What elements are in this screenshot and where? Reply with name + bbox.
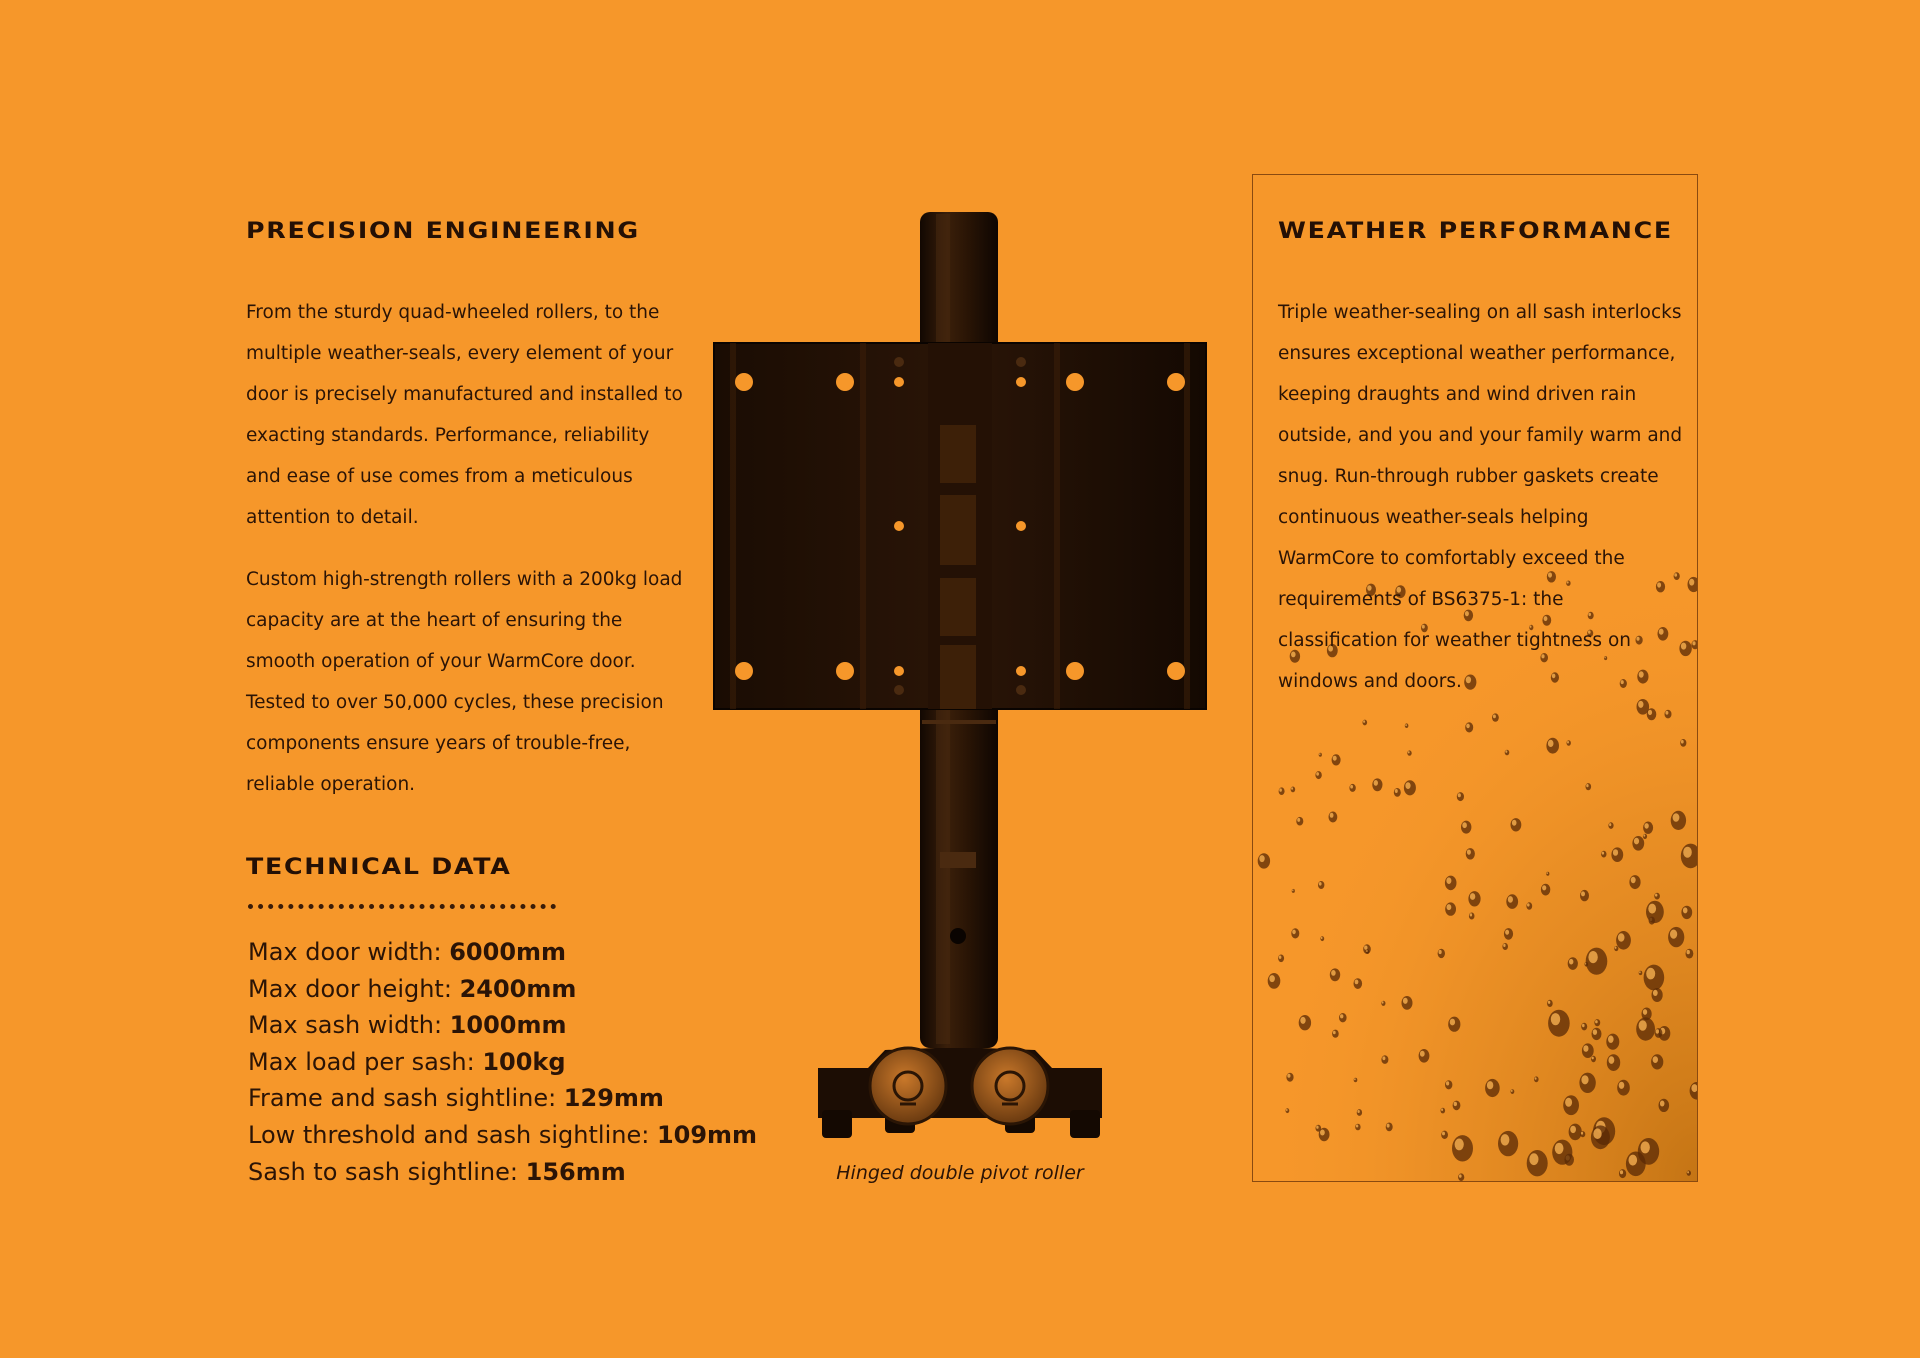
water-droplet-highlight: [1340, 1014, 1343, 1018]
water-droplet: [1580, 890, 1589, 901]
water-droplet-highlight: [1387, 1124, 1390, 1128]
water-droplet-highlight: [1673, 813, 1680, 822]
water-droplet-highlight: [1321, 937, 1323, 939]
figure-caption: Hinged double pivot roller: [836, 1162, 1084, 1184]
water-droplet-highlight: [1446, 1081, 1449, 1085]
water-droplet-highlight: [1634, 838, 1639, 845]
water-droplet-highlight: [1366, 950, 1368, 952]
water-droplet-highlight: [1542, 885, 1546, 890]
water-droplet-highlight: [1316, 1126, 1318, 1129]
tech-item-label: Max door width:: [248, 938, 450, 966]
dotted-divider: [248, 904, 556, 909]
water-droplet-highlight: [1527, 903, 1530, 906]
water-droplet-highlight: [1487, 1081, 1493, 1089]
water-droplet-highlight: [1454, 1102, 1457, 1106]
water-droplet-highlight: [1350, 785, 1353, 789]
tech-item: [248, 971, 757, 1008]
water-droplet-highlight: [1582, 1024, 1585, 1027]
water-droplet-highlight: [1505, 750, 1507, 753]
water-droplet-highlight: [1618, 933, 1625, 941]
water-droplet: [1601, 851, 1606, 858]
water-droplet-highlight: [1631, 877, 1636, 883]
water-droplet-highlight: [1529, 1153, 1538, 1165]
tech-item-value: 1000mm: [449, 1011, 567, 1040]
water-droplet-highlight: [1586, 784, 1588, 787]
weather-paragraph: Triple weather-sealing on all sash interlocks ensures exceptional weather performance, keeping draughts and wind driven rain outside, and you and your family warm and snug. Run-through rubber gaskets create continuous weather-seals helping WarmCore to comfortably exceed the requirements of BS6375-1: the classification for weather tightness on windows and doors.: [1278, 302, 1683, 692]
tech-item-value: 2400mm: [459, 974, 577, 1003]
water-droplet-highlight: [1292, 889, 1293, 891]
water-droplet-highlight: [1279, 788, 1282, 791]
tech-item-label: Low threshold and sash sightline:: [248, 1120, 657, 1149]
water-droplet-highlight: [1641, 1141, 1650, 1153]
water-droplet-highlight: [1355, 980, 1359, 985]
water-droplet-highlight: [1356, 1125, 1358, 1128]
tech-item: [248, 1117, 757, 1154]
water-droplet-highlight: [1583, 1045, 1588, 1052]
water-droplet: [1438, 949, 1445, 958]
water-droplet-highlight: [1581, 1132, 1583, 1135]
water-droplet-highlight: [1439, 950, 1442, 954]
tech-item-label: Frame and sash sightline:: [248, 1084, 564, 1113]
water-droplet-highlight: [1382, 1001, 1384, 1003]
water-droplet: [1441, 1131, 1448, 1139]
technical-data-heading: TECHNICAL DATA: [246, 855, 512, 880]
water-droplet-highlight: [1548, 740, 1554, 747]
water-droplet-highlight: [1683, 907, 1688, 913]
water-droplet-highlight: [1446, 877, 1451, 884]
water-droplet-highlight: [1646, 968, 1655, 980]
water-droplet-highlight: [1319, 882, 1322, 886]
water-droplet-highlight: [1503, 944, 1505, 947]
water-droplet: [1381, 1001, 1385, 1006]
water-droplet-highlight: [1683, 847, 1692, 858]
water-droplet-highlight: [1292, 930, 1296, 935]
water-droplet-highlight: [1333, 1031, 1336, 1035]
water-droplet-highlight: [1619, 1082, 1625, 1089]
water-droplet-highlight: [1354, 1078, 1356, 1080]
water-droplet-highlight: [1691, 1084, 1697, 1092]
water-droplet-highlight: [1403, 998, 1408, 1004]
water-droplet-highlight: [1644, 823, 1648, 829]
water-droplet-highlight: [1405, 782, 1410, 789]
water-droplet-highlight: [1458, 793, 1461, 797]
water-droplet-highlight: [1588, 951, 1597, 963]
water-droplet-highlight: [1613, 849, 1618, 856]
water-droplet-highlight: [1333, 756, 1337, 761]
water-droplet-highlight: [1592, 1057, 1594, 1060]
water-droplet-highlight: [1470, 893, 1475, 900]
water-droplet-highlight: [1609, 823, 1611, 826]
water-droplet-highlight: [1470, 913, 1472, 916]
tech-item: [248, 1080, 757, 1117]
water-droplet-highlight: [1286, 1109, 1288, 1111]
water-droplet-highlight: [1609, 1056, 1615, 1064]
weather-performance-heading: WEATHER PERFORMANCE: [1278, 219, 1673, 244]
water-droplet: [1354, 1078, 1358, 1082]
water-droplet-highlight: [1555, 1143, 1564, 1154]
water-droplet-highlight: [1653, 1056, 1658, 1063]
water-droplet-highlight: [1581, 891, 1585, 896]
water-droplet-highlight: [1363, 720, 1365, 723]
water-droplet-highlight: [1374, 780, 1378, 786]
water-droplet: [1687, 1170, 1691, 1175]
water-droplet-highlight: [1320, 1130, 1325, 1136]
water-droplet-highlight: [1608, 1036, 1614, 1043]
water-droplet-highlight: [1364, 946, 1367, 950]
water-droplet-highlight: [1512, 820, 1517, 826]
water-droplet-highlight: [1505, 930, 1509, 935]
water-droplet-highlight: [1567, 741, 1569, 744]
water-droplet-highlight: [1643, 1009, 1647, 1015]
water-droplet-highlight: [1467, 850, 1471, 855]
water-droplet-highlight: [1297, 818, 1300, 822]
water-droplet-highlight: [1648, 710, 1652, 715]
water-droplet-highlight: [1462, 822, 1467, 828]
water-droplet-highlight: [1508, 896, 1513, 903]
water-droplet-highlight: [1548, 1001, 1550, 1004]
tech-item-value: 156mm: [525, 1157, 626, 1186]
water-droplet-highlight: [1455, 1139, 1464, 1151]
water-droplet-highlight: [1670, 930, 1677, 939]
water-droplet: [1366, 950, 1369, 954]
water-droplet-highlight: [1639, 1020, 1647, 1031]
water-droplet: [1654, 893, 1660, 900]
water-droplet-highlight: [1511, 1090, 1513, 1092]
water-droplet-highlight: [1639, 971, 1641, 973]
water-droplet-highlight: [1602, 852, 1604, 855]
water-droplet-highlight: [1629, 1155, 1638, 1166]
water-droplet-highlight: [1565, 1098, 1572, 1107]
tech-item-value: 6000mm: [449, 938, 567, 966]
water-droplet-highlight: [1259, 855, 1264, 862]
water-droplet-highlight: [1593, 1128, 1601, 1139]
water-droplet-highlight: [1653, 990, 1658, 996]
water-droplet-highlight: [1655, 894, 1657, 897]
water-droplet: [1614, 946, 1618, 951]
water-droplet-highlight: [1615, 947, 1617, 949]
water-droplet: [1278, 955, 1284, 963]
tech-item: [248, 1154, 757, 1191]
water-droplet: [1639, 971, 1643, 975]
water-droplet: [1526, 902, 1532, 909]
water-droplet-highlight: [1466, 724, 1470, 729]
water-droplet-highlight: [1681, 740, 1684, 744]
precision-paragraph-2: Custom high-strength rollers with a 200kg load capacity are at the heart of ensuring the smooth operation of your WarmCore door. Tested to over 50,000 cycles, these precision components ensure years of trouble-free, reliable operation.: [246, 569, 683, 795]
water-droplet: [1279, 787, 1285, 795]
water-droplet-highlight: [1656, 1029, 1659, 1033]
water-droplet-highlight: [1441, 1108, 1443, 1111]
water-droplet-highlight: [1459, 1174, 1462, 1177]
water-droplet-highlight: [1279, 956, 1282, 959]
water-droplet: [1643, 834, 1647, 839]
technical-data-list: [248, 934, 757, 1190]
tech-item-value: 129mm: [563, 1084, 664, 1113]
water-droplet-highlight: [1687, 950, 1690, 954]
water-droplet-highlight: [1405, 724, 1407, 726]
tech-item: [248, 1007, 757, 1044]
water-droplet: [1591, 1056, 1596, 1062]
tech-item: [248, 934, 757, 971]
tech-item-value: 100kg: [482, 1047, 566, 1076]
water-droplet-highlight: [1382, 1056, 1385, 1060]
water-droplet-highlight: [1687, 1171, 1689, 1173]
water-droplet-highlight: [1447, 904, 1452, 910]
water-droplet-highlight: [1535, 1077, 1537, 1080]
water-droplet: [1332, 1030, 1339, 1038]
water-droplet-highlight: [1648, 904, 1656, 914]
water-droplet-highlight: [1665, 711, 1668, 715]
hinged-roller-image: [700, 200, 1220, 1150]
water-droplet-highlight: [1291, 787, 1293, 790]
water-droplet-highlight: [1569, 959, 1573, 965]
precision-paragraph-1: From the sturdy quad-wheeled rollers, to the multiple weather-seals, every element of your door is precisely manufactured and installed to exacting standards. Performance, reliability and ease of use comes from a meticulous attention to detail.: [246, 302, 683, 528]
water-droplet-highlight: [1551, 1013, 1560, 1025]
tech-item-label: Sash to sash sightline:: [248, 1157, 526, 1186]
water-droplet-highlight: [1300, 1017, 1305, 1024]
water-droplet: [1652, 988, 1663, 1002]
water-droplet-highlight: [1450, 1019, 1455, 1026]
water-droplet-highlight: [1420, 1051, 1425, 1057]
water-droplet-highlight: [1493, 715, 1496, 719]
tech-item-value: 109mm: [656, 1120, 758, 1149]
water-droplet: [1291, 787, 1296, 793]
water-droplet-highlight: [1689, 579, 1694, 586]
water-droplet-highlight: [1408, 751, 1410, 753]
water-droplet-highlight: [1269, 975, 1275, 982]
tech-item-label: Max door height:: [248, 974, 460, 1003]
water-droplet-highlight: [1581, 1075, 1588, 1084]
water-droplet-highlight: [1330, 813, 1334, 818]
water-droplet-highlight: [1593, 1029, 1597, 1035]
water-droplet-highlight: [1316, 772, 1319, 776]
water-droplet-highlight: [1287, 1074, 1290, 1078]
water-droplet: [1665, 710, 1672, 719]
water-droplet-highlight: [1547, 872, 1548, 874]
water-droplet-highlight: [1395, 789, 1398, 793]
water-droplet-highlight: [1319, 753, 1320, 755]
water-droplet-highlight: [1570, 1126, 1576, 1133]
water-droplet: [1407, 750, 1411, 755]
precision-engineering-heading: PRECISION ENGINEERING: [246, 219, 640, 244]
water-droplet: [1580, 1131, 1585, 1137]
water-droplet-highlight: [1501, 1134, 1510, 1145]
tech-item-label: Max load per sash:: [248, 1047, 483, 1076]
water-droplet-highlight: [1357, 1110, 1359, 1113]
water-droplet-highlight: [1595, 1020, 1598, 1023]
water-droplet-highlight: [1660, 1101, 1665, 1107]
water-droplet-highlight: [1692, 641, 1695, 645]
water-droplet-highlight: [1442, 1132, 1445, 1136]
water-droplet: [1586, 783, 1592, 790]
tech-item-label: Max sash width:: [248, 1011, 450, 1040]
water-droplet-highlight: [1331, 970, 1336, 976]
tech-item: [248, 1044, 757, 1081]
water-droplet-highlight: [1620, 1170, 1623, 1174]
water-droplet-highlight: [1643, 834, 1645, 836]
